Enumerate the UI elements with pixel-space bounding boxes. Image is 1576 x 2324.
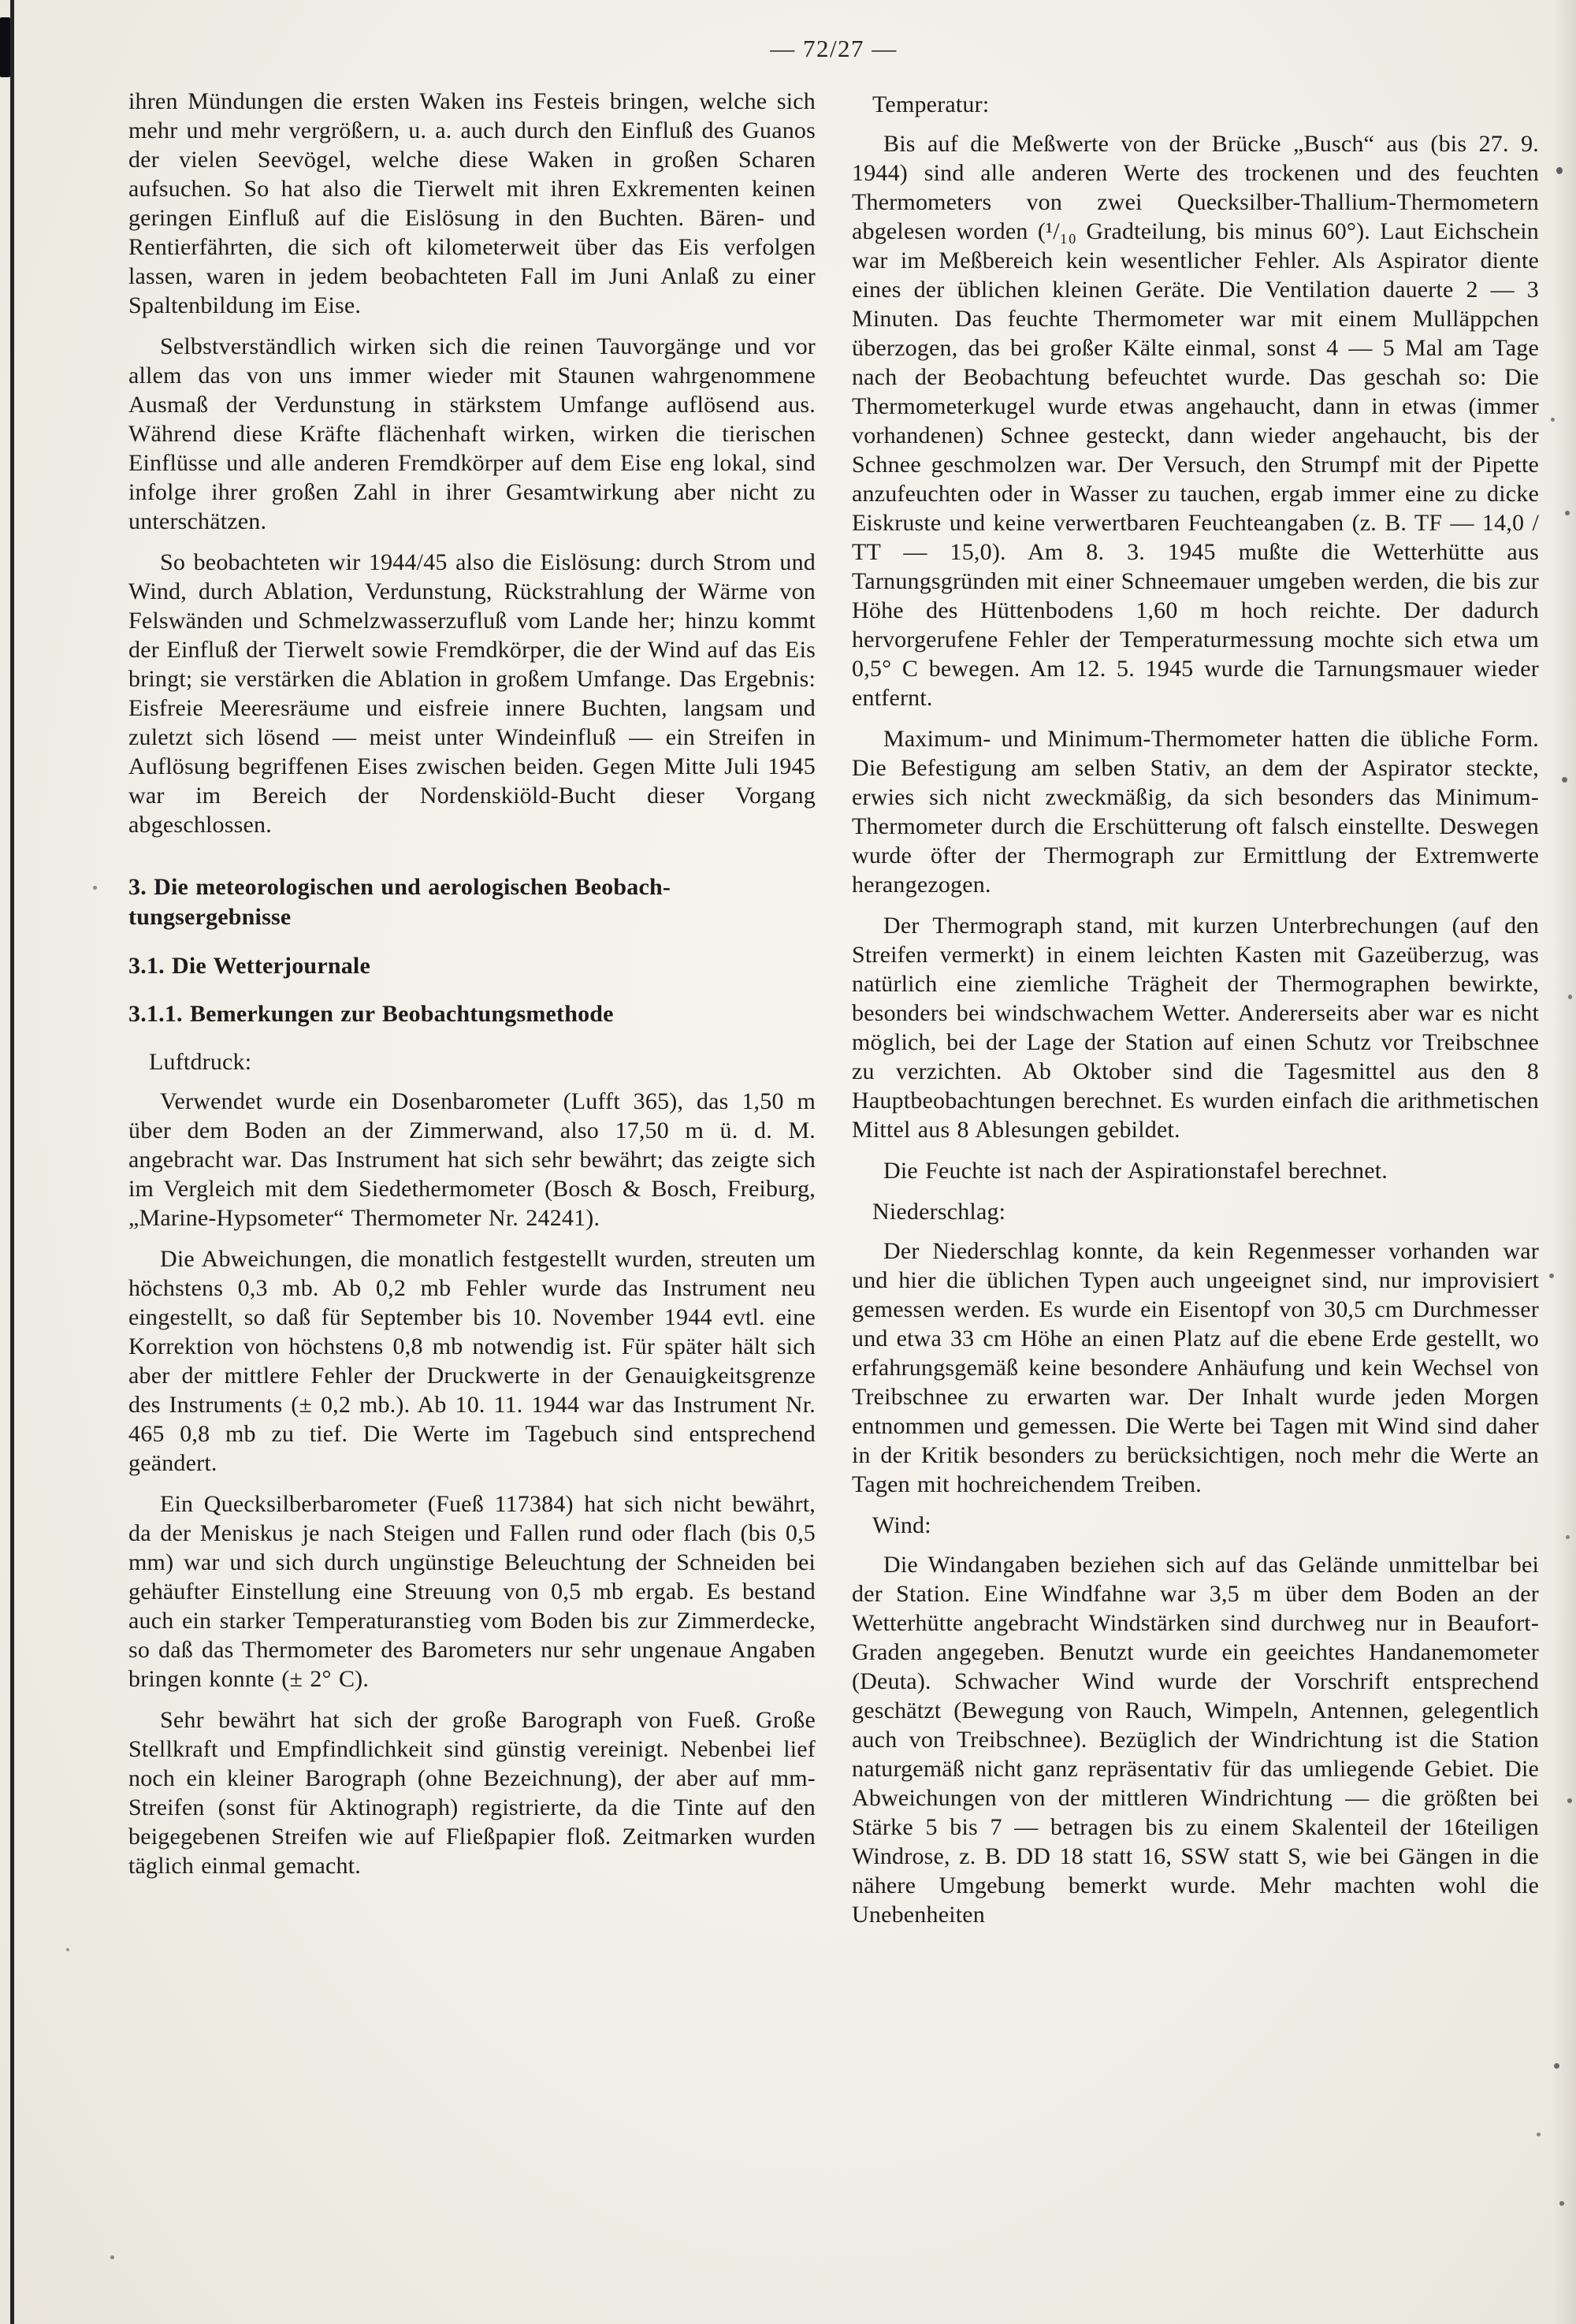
scan-speck — [1559, 2201, 1564, 2206]
scan-speck — [1567, 1798, 1572, 1803]
paragraph: Die Abweichungen, die monatlich festgestellt wurden, streuten um höchstens 0,3 mb. Ab 0,2 mb Fehler wurde das Instrument neu eingestellt, so daß für September bis 10. November 1944 evtl. eine Korrektion von höchstens 0,8 mb notwendig ist. Für später hält sich aber der mittlere Fehler der Druckwerte in der Genauigkeitsgrenze des Instruments (± 0,2 mb.). Ab 10. 11. 1944 war das Instrument Nr. 465 0,8 mb zu tief. Die Werte im Tagebuch sind entsprechend geändert. — [128, 1246, 816, 1476]
paragraph: Der Niederschlag konnte, da kein Regenmesser vorhanden war und hier die üblichen Typen auch ungeeignet sind, nur improvisiert gemessen werden. Es wurde ein Eisentopf von 30,5 cm Durchmesser und etwa 33 cm Höhe an einen Platz auf die ebene Erde gestellt, wo erfahrungsgemäß keine besondere Anhäufung und kein Wechsel von Treibschnee zu erwarten war. Der Inhalt wurde jeden Morgen entnommen und gemessen. Die Werte bei Tagen mit Wind sind daher in der Kritik besonders zu berücksichtigen, noch mehr die Werte an Tagen mit hochreichendem Treiben. — [852, 1238, 1539, 1497]
paragraph: Die Feuchte ist nach der Aspirationstafel berechnet. — [883, 1158, 1388, 1184]
field-label-temperatur: Temperatur: — [872, 91, 990, 117]
field-label-wind: Wind: — [872, 1512, 931, 1538]
scan-right-shadow — [1552, 0, 1576, 2324]
paragraph: ihren Mündungen die ersten Waken ins Festeis bringen, welche sich mehr und mehr vergrößern, u. a. auch durch den Einfluß des Guanos der vielen Seevögel, welche diese Waken in großen Scharen aufsuchen. So hat also die Tierwelt mit ihren Exkrementen keinen geringen Einfluß auf die Eislösung in den Buchten. Bären- und Rentierfährten, die sich oft kilometerweit über das Eis verfolgen lassen, waren in jedem beobachteten Fall im Juni Anlaß zu einer Spaltenbildung im Eise. — [128, 88, 816, 318]
paragraph: Die Windangaben beziehen sich auf das Gelände unmittelbar bei der Station. Eine Windfahne war 3,5 m über dem Boden an der Wetterhütte angebracht Windstärken sind durchweg nur in Beaufort-Graden angegeben. Benutzt wurde ein geeichtes Handanemometer (Deuta). Schwacher Wind wurde der Vorschrift entsprechend geschätzt (Bewegung von Rauch, Wimpeln, Antennen, gelegentlich auch von Treibschnee). Bezüglich der Windrichtung ist die Station naturgemäß nicht ganz repräsentativ für das umliegende Gebiet. Die Abweichungen von der mittleren Windrichtung — die größten bei Stärke 5 bis 7 — betragen bis zu einem Skalenteil der 16teiligen Windrose, z. B. DD 18 statt 16, SSW statt S, wie bei Gängen in die nähere Umgebung bemerkt wurde. Mehr machten wohl die Unebenheiten — [852, 1552, 1539, 1928]
scan-speck — [1554, 2063, 1559, 2069]
paragraph: Maximum- und Minimum-Thermometer hatten die übliche Form. Die Befestigung am selben Stativ, an dem der Aspirator steckte, erwies sich nicht zweckmäßig, da sich besonders das Minimum-Thermometer durch die Erschütterung oft falsch einstellte. Deswegen wurde öfter der Thermograph zur Ermittlung der Extremwerte herangezogen. — [852, 726, 1539, 898]
scan-speck — [110, 2255, 114, 2259]
field-label-niederschlag: Niederschlag: — [872, 1199, 1006, 1225]
page-number: — 72/27 — — [770, 35, 898, 62]
paragraph: Ein Quecksilberbarometer (Fueß 117384) hat sich nicht bewährt, da der Meniskus je nach Steigen und Fallen rund oder flach (bis 0,5 mm) war und sich durch ungünstige Beleuchtung der Schneiden bei gehäufter Einstellung eine Streuung von 0,5 mb ergab. Es bestand auch ein starker Temperaturanstieg vom Boden bis zur Zimmerdecke, so daß das Thermometer des Barometers nur sehr ungenaue Angaben bringen konnte (± 2° C). — [128, 1491, 816, 1692]
paragraph: So beobachteten wir 1944/45 also die Eislösung: durch Strom und Wind, durch Ablation, Verdunstung, Rückstrahlung der Wärme von Felswänden und Schmelzwasserzufluß vom Lande her; hinzu kommt der Einfluß der Tierwelt sowie Fremdkörper, die der Wind auf das Eis bringt; sie verstärken die Ablation in großem Umfange. Das Ergebnis: Eisfreie Meeresräume und eisfreie innere Buchten, langsam und zuletzt sich lösend — meist unter Windeinfluß — ein Streifen in Auflösung begriffenen Eises zwischen beiden. Gegen Mitte Juli 1945 war im Bereich der Nordenskiöld-Bucht dieser Vorgang abgeschlossen. — [128, 549, 816, 838]
right-column — [852, 87, 1539, 1929]
scan-speck — [1549, 1274, 1554, 1278]
scan-speck — [93, 886, 97, 890]
scan-speck — [1562, 777, 1567, 783]
subsubsection-heading: 3.1.1. Bemerkungen zur Beobachtungsmethode — [128, 1001, 614, 1027]
field-label-luftdruck: Luftdruck: — [149, 1049, 252, 1075]
scan-edge-mark — [0, 17, 10, 77]
paragraph: Verwendet wurde ein Dosenbarometer (Lufft 365), das 1,50 m über dem Boden an der Zimmerwand, also 17,50 m ü. d. M. angebracht war. Das Instrument hat sich sehr bewährt; das zeigte sich im Vergleich mit dem Siedethermometer (Bosch & Bosch, Freiburg, „Marine-Hypsometer“ Thermometer Nr. 24241). — [128, 1088, 816, 1231]
scan-speck — [1537, 2133, 1541, 2136]
section-heading: 3. Die meteorologischen und aerologischen Beobachtungsergebnisse — [128, 874, 671, 930]
paragraph: Selbstverständlich wirken sich die reinen Tauvorgänge und vor allem das von uns immer wieder mit Staunen wahrgenommene Ausmaß der Verdunstung in stärkstem Umfange auflösend aus. Während diese Kräfte flächenhaft wirken, wirken die tierischen Einflüsse und alle anderen Fremdkörper auf dem Eise eng lokal, sind infolge ihrer großen Zahl in ihrer Gesamtwirkung aber nicht zu unterschätzen. — [128, 333, 816, 534]
scan-speck — [66, 1948, 69, 1951]
scan-speck — [1556, 167, 1563, 174]
paragraph: Bis auf die Meßwerte von der Brücke „Busch“ aus (bis 27. 9. 1944) sind alle anderen Werte des trockenen und des feuchten Thermometers von zwei Quecksilber-Thallium-Thermometern abgelesen worden (¹/₁₀ Gradteilung, bis minus 60°). Laut Eichschein war im Meßbereich kein wesentlicher Fehler. Als Aspirator diente eines der üblichen kleinen Geräte. Die Ventilation dauerte 2 — 3 Minuten. Das feuchte Thermometer war mit einem Mulläppchen überzogen, das bei großer Kälte einmal, sonst 4 — 5 Mal am Tage nach der Beobachtung befeuchtet wurde. Das geschah so: Die Thermometerkugel wurde etwas angehaucht, dann in etwas (immer vorhandenen) Schnee gesteckt, dann wieder angehaucht, bis der Schnee geschmolzen war. Der Versuch, den Strumpf mit der Pipette anzufeuchten oder in Wasser zu tauchen, ergab immer eine zu dicke Eiskruste und keine verwertbaren Feuchteangaben (z. B. TF — 14,0 / TT — 15,0). Am 8. 3. 1945 mußte die Wetterhütte aus Tarnungsgründen mit einer Schneemauer umgeben werden, die bis zur Höhe des Hüttenbodens 1,60 m hoch reichte. Der dadurch hervorgerufene Fehler der Temperaturmessung mochte sich etwa um 0,5° C bewegen. Am 12. 5. 1945 wurde die Tarnungsmauer wieder entfernt. — [852, 131, 1539, 711]
scan-binding-edge-line — [10, 0, 14, 2324]
scan-speck — [1565, 511, 1570, 515]
scan-speck — [1566, 1535, 1570, 1539]
left-column — [128, 87, 816, 1880]
subsection-heading: 3.1. Die Wetterjournale — [128, 953, 370, 979]
page-content — [128, 35, 1539, 1929]
paragraph: Der Thermograph stand, mit kurzen Unterbrechungen (auf den Streifen vermerkt) in einem leichten Kasten mit Gazeüberzug, was natürlich eine ziemliche Trägheit der Thermographen bewirkte, besonders bei windschwachem Wetter. Andererseits aber war es nicht möglich, bei der Lage der Station auf einen Schutz vor Treibschnee zu verzichten. Ab Oktober sind die Tagesmittel aus den 8 Hauptbeobachtungen berechnet. Es wurden einfach die arithmetischen Mittel aus 8 Ablesungen gebildet. — [852, 913, 1539, 1143]
paragraph: Sehr bewährt hat sich der große Barograph von Fueß. Große Stellkraft und Empfindlichkeit sind günstig vereinigt. Nebenbei lief noch ein kleiner Barograph (ohne Bezeichnung), der aber auf mm-Streifen (sonst für Aktinograph) registrierte, da die Tinte auf den beigegebenen Streifen wie auf Fließpapier floß. Zeitmarken wurden täglich einmal gemacht. — [128, 1707, 816, 1879]
scan-speck — [1551, 418, 1555, 422]
scan-speck — [1568, 995, 1572, 999]
